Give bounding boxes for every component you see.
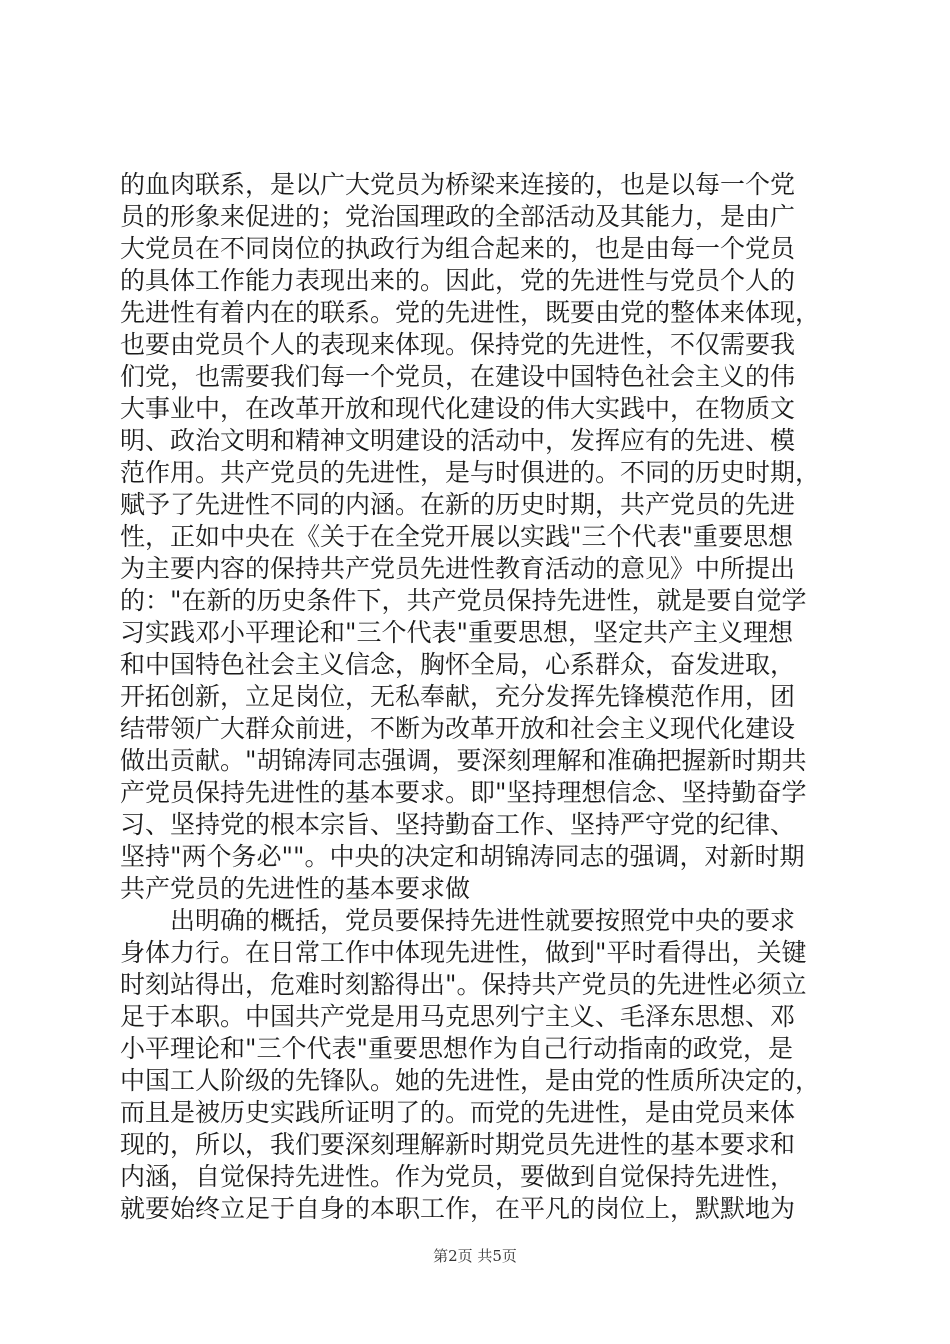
text-line: 的具体工作能力表现出来的。因此，党的先进性与党员个人的 (120, 266, 796, 295)
text-line: 现的，所以，我们要深刻理解新时期党员先进性的基本要求和 (120, 1130, 796, 1159)
text-line: 出明确的概括，党员要保持先进性就要按照党中央的要求 (120, 906, 796, 935)
text-line: 小平理论和"三个代表"重要思想作为自己行动指南的政党，是 (120, 1034, 794, 1063)
text-line: 身体力行。在日常工作中体现先进性，做到"平时看得出，关键 (120, 938, 807, 967)
text-line: 也要由党员个人的表现来体现。保持党的先进性，不仅需要我 (120, 330, 796, 359)
text-line: 先进性有着内在的联系。党的先进性，既要由党的整体来体现， (120, 298, 821, 327)
text-line: 们党，也需要我们每一个党员，在建设中国特色社会主义的伟 (120, 362, 796, 391)
text-line: 产党员保持先进性的基本要求。即"坚持理想信念、坚持勤奋学 (120, 778, 807, 807)
text-line: 和中国特色社会主义信念，胸怀全局，心系群众，奋发进取， (120, 650, 796, 679)
text-line: 时刻站得出，危难时刻豁得出"。保持共产党员的先进性必须立 (120, 970, 807, 999)
text-line: 开拓创新，立足岗位，无私奉献，充分发挥先锋模范作用，团 (120, 682, 796, 711)
text-line: 而且是被历史实践所证明了的。而党的先进性，是由党员来体 (120, 1098, 796, 1127)
text-line: 明、政治文明和精神文明建设的活动中，发挥应有的先进、模 (120, 426, 796, 455)
text-line: 大事业中，在改革开放和现代化建设的伟大实践中，在物质文 (120, 394, 796, 423)
body-text (120, 169, 836, 1225)
text-line: 范作用。共产党员的先进性，是与时俱进的。不同的历史时期， (120, 458, 821, 487)
text-line: 就要始终立足于自身的本职工作，在平凡的岗位上，默默地为 (120, 1194, 796, 1223)
text-line: 为主要内容的保持共产党员先进性教育活动的意见》中所提出 (120, 554, 796, 583)
text-line: 员的形象来促进的；党治国理政的全部活动及其能力，是由广 (120, 202, 796, 231)
text-line: 习、坚持党的根本宗旨、坚持勤奋工作、坚持严守党的纪律、 (120, 810, 796, 839)
text-line: 内涵，自觉保持先进性。作为党员，要做到自觉保持先进性， (120, 1162, 796, 1191)
text-line: 性，正如中央在《关于在全党开展以实践"三个代表"重要思想 (120, 522, 794, 551)
text-line: 大党员在不同岗位的执政行为组合起来的，也是由每一个党员 (120, 234, 796, 263)
text-line: 坚持"两个务必""。中央的决定和胡锦涛同志的强调，对新时期 (120, 842, 805, 871)
text-line: 结带领广大群众前进，不断为改革开放和社会主义现代化建设 (120, 714, 796, 743)
text-line: 的血肉联系，是以广大党员为桥梁来连接的，也是以每一个党 (120, 170, 796, 199)
page-footer: 第2页 共5页 (433, 1247, 517, 1265)
text-line: 共产党员的先进性的基本要求做 (120, 874, 471, 903)
text-line: 做出贡献。"胡锦涛同志强调，要深刻理解和准确把握新时期共 (120, 746, 807, 775)
text-line: 的："在新的历史条件下，共产党员保持先进性，就是要自觉学 (120, 586, 807, 615)
text-line: 中国工人阶级的先锋队。她的先进性，是由党的性质所决定的， (120, 1066, 821, 1095)
text-line: 习实践邓小平理论和"三个代表"重要思想，坚定共产主义理想 (120, 618, 794, 647)
text-line: 足于本职。中国共产党是用马克思列宁主义、毛泽东思想、邓 (120, 1002, 796, 1031)
text-line: 赋予了先进性不同的内涵。在新的历史时期，共产党员的先进 (120, 490, 796, 519)
